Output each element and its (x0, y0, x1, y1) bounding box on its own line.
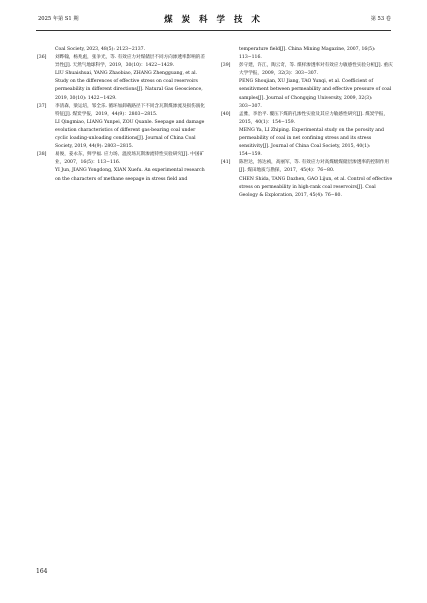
reference-chinese: 李清森，梁运培，邹全乐. 循环加卸载路径下不同含瓦斯煤渗流及损伤演化特征[J]. 煤炭学报，2019，44(9)：2803−2815. (55, 103, 205, 117)
reference-item (221, 62, 393, 111)
reference-chinese: 易俊，姜永东，鲜学福. 应力场、温度场瓦斯渗流特性实验研究[J]. 中国矿业，2007，16(5)：113−116. (55, 152, 205, 166)
reference-item (37, 54, 209, 103)
reference-item (221, 111, 393, 160)
continuation-line: Coal Society, 2023, 48(5): 2123−2137. (55, 47, 146, 52)
reference-chinese: 彭守建，许江，陶云奇，等. 煤样渗透率对有效应力敏感性实验分析[J]. 重庆大学学报，2009，32(3)：303−307. (239, 63, 393, 77)
reference-chinese: 陈世达，汤达祯，高丽军，等. 有效应力对高煤级煤储层渗透率的控制作用[J]. 煤田地质与勘探，2017，45(4)：76−80. (239, 160, 389, 174)
right-column (221, 46, 393, 200)
reference-number: [40] (221, 111, 231, 117)
reference-english: PENG Shoujian, XU Jiang, TAO Yunqi, et al. Coefficient of sensitivment between permeability and effective pressure of coal samples[J]. Journal of Chongqing University, 2009, 32(3): 303−307. (239, 79, 392, 109)
reference-item (37, 151, 209, 183)
journal-title: 煤 炭 科 学 技 术 (164, 15, 263, 25)
page-number: 164 (36, 568, 48, 575)
issue-label: 2025 年第 S1 期 (38, 16, 79, 22)
left-column (37, 46, 209, 184)
reference-continuation (221, 46, 393, 62)
continuation-line: temperature field[J]. China Mining Magazine, 2007, 16(5): (239, 47, 376, 52)
continuation-line: 113−116. (239, 55, 262, 61)
reference-english: LIU Shuaishuai, YANG Zhaobiao, ZHANG Zhengguang, et al. Study on the differences of effective stress on coal reservoirs permeability in different directions[J]. Natural Gas Geoscience, 2019, 30(10): 1422−1429. (55, 71, 203, 101)
reference-number: [41] (221, 160, 231, 166)
reference-item (37, 103, 209, 152)
reference-number: [39] (221, 63, 231, 69)
reference-english: CHEN Shida, TANG Dazhen, GAO Lijun, et al. Control of effective stress on permeability in high-rank coal reservoirs[J]. Coal Geology & Exploration, 2017, 45(4): 76−80. (239, 176, 393, 198)
reference-english: LI Qingmiao, LIANG Yunpei, ZOU Quanle. Seepage and damage evolution characteristics of different gas-bearing coal under cyclic loading-unloading conditions[J]. Journal of China Coal Society, 2019, 44(9): 2803−2815. (55, 119, 205, 150)
running-header (0, 13, 427, 27)
reference-chinese: 刘晔翰，杨兆彪，张争光，等. 有效应力对煤储层不同方向渗透率影响的差异性[J]. 天然气地球科学，2019，30(10)：1422−1429. (55, 55, 205, 69)
reference-number: [38] (37, 152, 47, 158)
reference-number: [37] (37, 103, 47, 109)
reference-english: YI Jun, JIANG Yongdong, XIAN Xuefu. An experimental research on the characters of methane seepage in stress field and (55, 168, 205, 182)
volume-label: 第 53 卷 (370, 16, 391, 22)
reference-english: MENG Ya, LI Zhiping. Experimental study on the porosity and permeability of coal in net confining stress and its stress sensitivity[J]. Journal of China Coal Society, 2015, 40(1): 154−159. (239, 127, 384, 158)
reference-number: [36] (37, 55, 47, 61)
reference-item (221, 159, 393, 199)
reference-chinese: 孟雅，李治平. 覆压下煤的孔渗性实验及其应力敏感性研究[J]. 煤炭学报，2015，40(1)：154−159. (239, 111, 389, 125)
reference-continuation (37, 46, 209, 54)
header-rule (36, 30, 391, 31)
